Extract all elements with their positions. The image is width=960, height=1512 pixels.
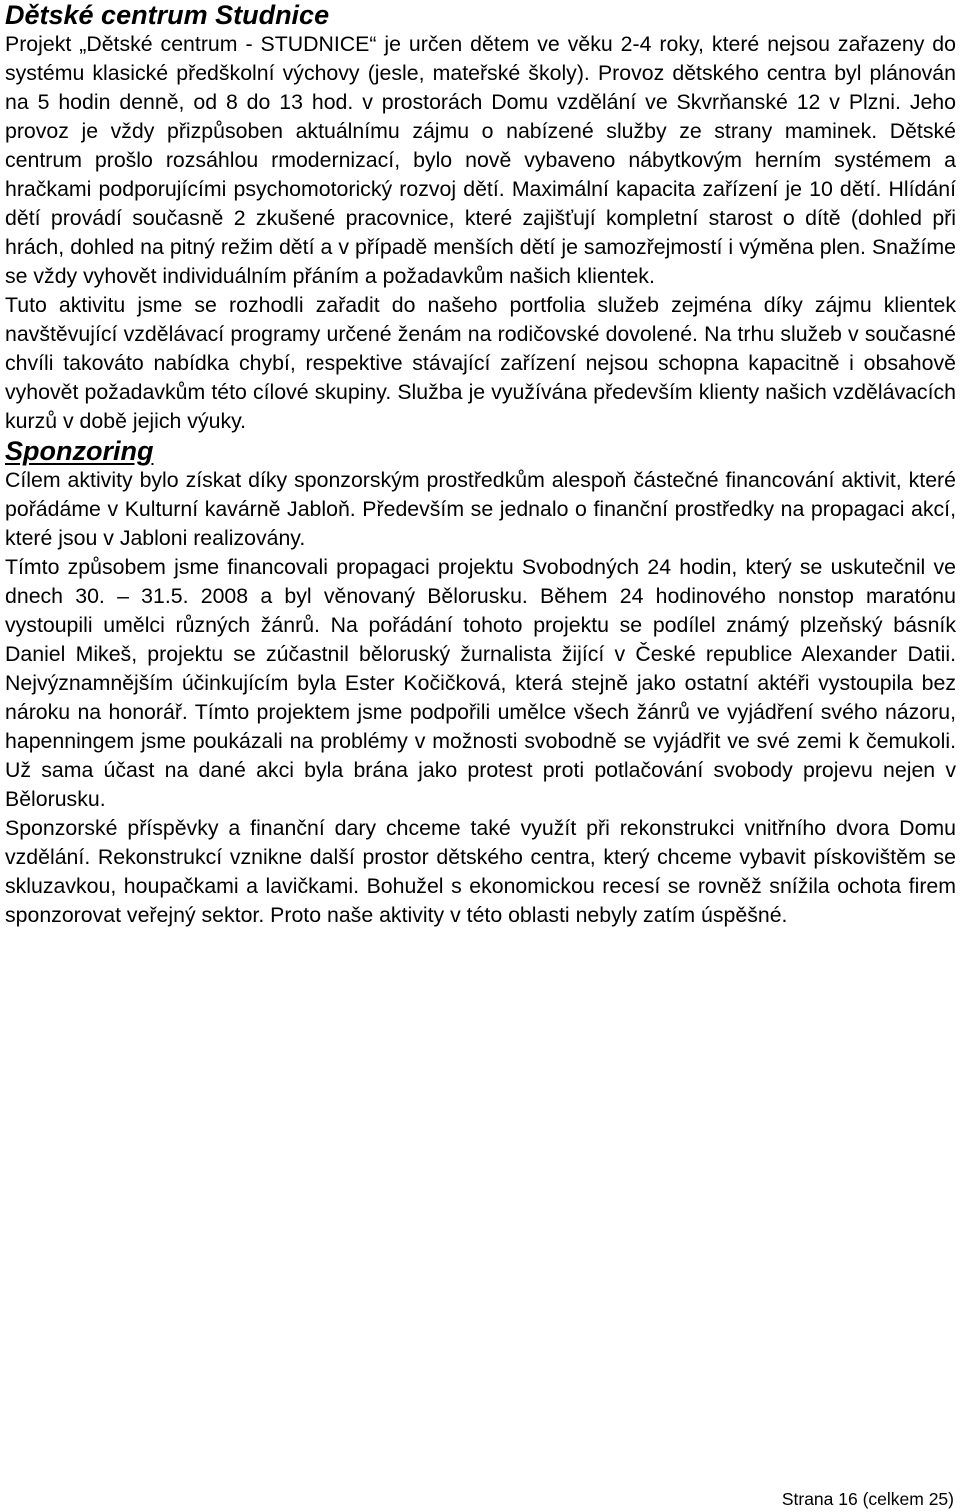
paragraph-detske-centrum-portfolio: Tuto aktivitu jsme se rozhodli zařadit do našeho portfolia služeb zejména díky zájmu klientek navštěvující vzdělávací programy určené ženám na rodičovské dovolené. Na trhu služeb v současné chvíli takováto nabídka chybí, respektive stávající zařízení nejsou schopna kapacitně i obsahově vyhovět požadavkům této cílové skupiny. Služba je využívána především klienty našich vzdělávacích kurzů v době jejich výuky. — [5, 293, 956, 433]
paragraph-sponzoring-goal: Cílem aktivity bylo získat díky sponzorským prostředkům alespoň částečné financování aktivit, které pořádáme v Kulturní kavárně Jabloň. Především se jednalo o finanční prostředky na propagaci akcí, které jsou v Jabloni realizovány. — [5, 468, 956, 550]
section-title-sponzoring: Sponzoring — [5, 436, 154, 466]
paragraph-sponzoring-future: Sponzorské příspěvky a finanční dary chceme také využít při rekonstrukci vnitřního dvora Domu vzdělání. Rekonstrukcí vznikne další prostor dětského centra, který chceme vybavit pískovištěm se skluzavkou, houpačkami a lavičkami. Bohužel s ekonomickou recesí se rovněž snížila ochota firem sponzorovat veřejný sektor. Proto naše aktivity v této oblasti nebyly zatím úspěšné. — [5, 816, 956, 927]
page-number-footer: Strana 16 (celkem 25) — [781, 1489, 954, 1509]
document-page — [5, 0, 956, 930]
paragraph-sponzoring-project: Tímto způsobem jsme financovali propagaci projektu Svobodných 24 hodin, který se uskutečnil ve dnech 30. – 31.5. 2008 a byl věnovaný Bělorusku. Během 24 hodinového nonstop maratónu vystoupili umělci různých žánrů. Na pořádání tohoto projektu se podílel známý plzeňský básník Daniel Mikeš, projektu se zúčastnil běloruský žurnalista žijící v České republice Alexander Datii. Nejvýznamnějším účinkujícím byla Ester Kočičková, která stejně jako ostatní aktéři vystoupila bez nároku na honorář. Tímto projektem jsme podpořili umělce všech žánrů ve vyjádření svého názoru, hapenningem jsme poukázali na problémy v možnosti svobodně se vyjádřit ve své zemi k čemukoli. Už sama účast na dané akci byla brána jako protest proti potlačování svobody projevu nejen v Bělorusku. — [5, 555, 956, 811]
section-title-detske-centrum: Dětské centrum Studnice — [5, 0, 330, 30]
paragraph-detske-centrum-description: Projekt „Dětské centrum - STUDNICE“ je určen dětem ve věku 2-4 roky, které nejsou zařazeny do systému klasické předškolní výchovy (jesle, mateřské školy). Provoz dětského centra byl plánován na 5 hodin denně, od 8 do 13 hod. v prostorách Domu vzdělání ve Skvrňanské 12 v Plzni. Jeho provoz je vždy přizpůsoben aktuálnímu zájmu o nabízené služby ze strany maminek. Dětské centrum prošlo rozsáhlou rmodernizací, bylo nově vybaveno nábytkovým herním systémem a hračkami podporujícími psychomotorický rozvoj dětí. Maximální kapacita zařízení je 10 dětí. Hlídání dětí provádí současně 2 zkušené pracovnice, které zajišťují kompletní starost o dítě (dohled při hrách, dohled na pitný režim dětí a v případě menších dětí je samozřejmostí i výměna plen. Snažíme se vždy vyhovět individuálním přáním a požadavkům našich klientek. — [5, 32, 956, 288]
